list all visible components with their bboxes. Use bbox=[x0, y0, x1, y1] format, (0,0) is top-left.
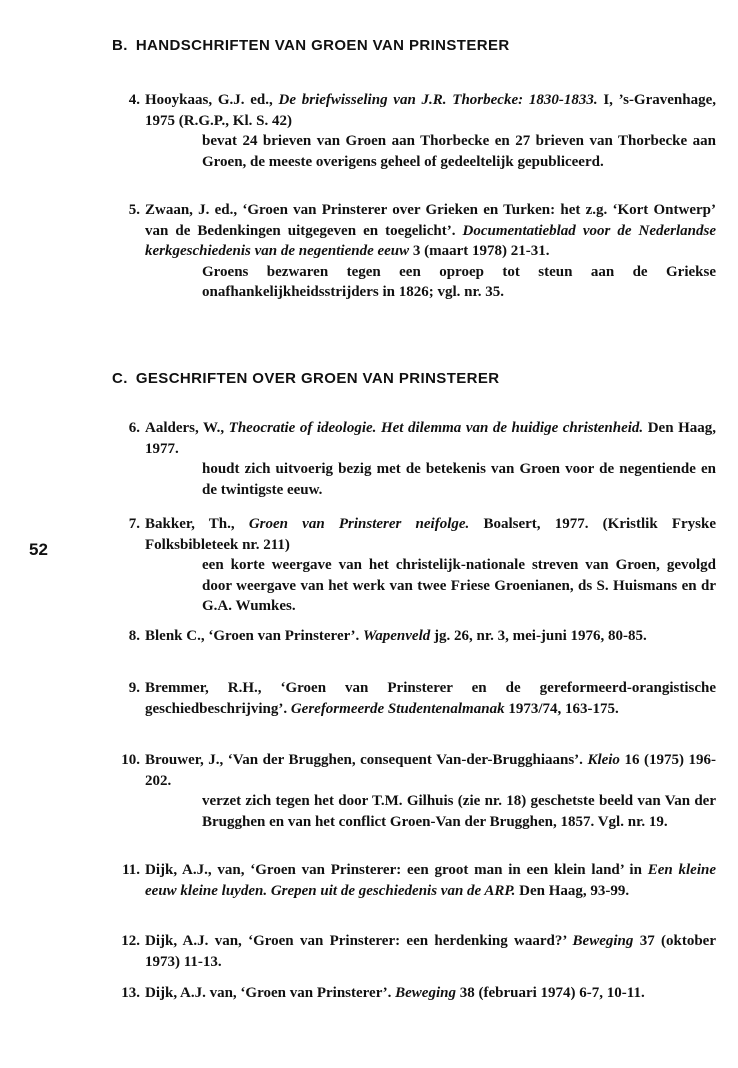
entry-citation-text: jg. 26, nr. 3, mei-juni 1976, 80-85. bbox=[430, 628, 647, 644]
entry-citation-text: Bakker, Th., bbox=[145, 516, 249, 532]
page-number: 52 bbox=[29, 540, 48, 559]
entry-citation-text: Den Haag, 1977. bbox=[145, 420, 716, 457]
entry-citation-text: 3 (maart 1978) 21-31. bbox=[409, 243, 550, 259]
entry-number: 10. bbox=[121, 752, 140, 768]
entry-title: Groen van Prinsterer neifolge. bbox=[248, 516, 470, 532]
entry-citation-text: Boalsert, 1977. (Kristlik Fryske Folksbibleteek nr. 211) bbox=[145, 516, 716, 553]
bibliography-entry-5 bbox=[112, 200, 716, 303]
bibliography-entry-11 bbox=[112, 860, 716, 901]
entry-citation-text: Bremmer, R.H., ‘Groen van Prinsterer en de gereformeerd-orangistische geschiedbeschrijving’. bbox=[145, 680, 716, 717]
entry-annotation: een korte weergave van het christelijk-nationale streven van Groen, gevolgd door weergave van het werk van twee Friese Groenianen, ds S. Huismans en dr G.A. Wumkes. bbox=[202, 557, 716, 614]
entry-number: 13. bbox=[121, 985, 140, 1001]
entry-number: 7. bbox=[128, 516, 140, 532]
section-c-heading bbox=[112, 369, 500, 390]
entry-number: 12. bbox=[121, 933, 140, 949]
entry-number: 8. bbox=[128, 628, 140, 644]
entry-citation-text: 37 (oktober 1973) 11-13. bbox=[145, 933, 716, 970]
entry-citation-text: Brouwer, J., ‘Van der Brugghen, consequent Van-der-Brugghiaans’. bbox=[145, 752, 588, 768]
section-b-title: HANDSCHRIFTEN VAN GROEN VAN PRINSTERER bbox=[135, 37, 510, 54]
entry-title: De briefwisseling van J.R. Thorbecke: 1830-1833. bbox=[278, 92, 598, 108]
bibliography-entry-7 bbox=[112, 514, 716, 617]
entry-annotation: houdt zich uitvoerig bezig met de betekenis van Groen voor de negentiende en de twintigste eeuw. bbox=[202, 461, 716, 498]
section-c-letter: C. bbox=[112, 370, 128, 387]
entry-citation-text: Zwaan, J. ed., ‘Groen van Prinsterer over Grieken en Turken: het z.g. ‘Kort Ontwerp’ van de Bedenkingen uitgegeven en toegelicht’. bbox=[145, 202, 716, 239]
entry-number: 11. bbox=[122, 862, 140, 878]
entry-annotation: Groens bezwaren tegen een oproep tot steun aan de Griekse onafhankelijkheidsstrijders in 1826; vgl. nr. 35. bbox=[202, 263, 716, 300]
entry-citation-text: Dijk, A.J. van, ‘Groen van Prinsterer’. bbox=[145, 985, 396, 1001]
entry-citation bbox=[145, 200, 716, 262]
bibliography-entry-6 bbox=[112, 418, 716, 500]
entry-citation-text: Aalders, W., bbox=[145, 420, 229, 436]
entry-citation bbox=[145, 626, 716, 647]
bibliography-entry-13 bbox=[112, 983, 716, 1004]
bibliography-entry-9 bbox=[112, 678, 716, 719]
entry-citation-text: Hooykaas, G.J. ed., bbox=[145, 92, 279, 108]
entry-title: Een kleine eeuw kleine luyden. Grepen uit de geschiedenis van de ARP. bbox=[145, 862, 716, 899]
entry-title: Beweging bbox=[572, 933, 634, 949]
entry-title: Documentatieblad voor de Nederlandse kerkgeschiedenis van de negentiende eeuw bbox=[145, 222, 716, 259]
entry-citation-text: 16 (1975) 196-202. bbox=[145, 752, 716, 789]
entry-citation bbox=[145, 418, 716, 459]
section-b-heading bbox=[112, 36, 510, 57]
entry-number: 6. bbox=[128, 420, 140, 436]
bibliography-entry-10 bbox=[112, 750, 716, 832]
entry-citation-text: Dijk, A.J., van, ‘Groen van Prinsterer: een groot man in een klein land’ in bbox=[145, 862, 648, 878]
entry-citation bbox=[145, 983, 716, 1004]
entry-citation bbox=[145, 514, 716, 555]
entry-title: Beweging bbox=[395, 985, 456, 1001]
entry-citation-text: Den Haag, 93-99. bbox=[515, 882, 630, 899]
entry-number: 5. bbox=[128, 202, 140, 218]
entry-number: 9. bbox=[128, 680, 140, 696]
section-b-letter: B. bbox=[112, 37, 128, 54]
entry-citation-text: I, ’s-Gravenhage, 1975 (R.G.P., Kl. S. 42) bbox=[145, 92, 717, 129]
entry-citation-text: Dijk, A.J. van, ‘Groen van Prinsterer: een herdenking waard?’ bbox=[145, 933, 573, 949]
entry-title: Theocratie of ideologie. Het dilemma van de huidige christenheid. bbox=[228, 420, 644, 436]
bibliography-entry-4 bbox=[112, 90, 716, 172]
bibliography-entry-8 bbox=[112, 626, 716, 647]
entry-title: Kleio bbox=[587, 752, 620, 768]
entry-number: 4. bbox=[128, 92, 140, 108]
entry-title: Wapenveld bbox=[363, 628, 431, 644]
entry-citation-text: 38 (februari 1974) 6-7, 10-11. bbox=[455, 985, 645, 1001]
entry-annotation: bevat 24 brieven van Groen aan Thorbecke en 27 brieven van Thorbecke aan Groen, de meeste overigens geheel of gedeeltelijk gepubliceerd. bbox=[202, 133, 716, 170]
entry-citation bbox=[145, 860, 716, 901]
bibliography-entry-12 bbox=[112, 931, 716, 972]
entry-citation bbox=[145, 750, 716, 791]
entry-citation-text: 1973/74, 163-175. bbox=[504, 700, 619, 717]
entry-annotation: verzet zich tegen het door T.M. Gilhuis (zie nr. 18) geschetste beeld van Van der Brugghen en van het conflict Groen-Van der Brugghen, 1857. Vgl. nr. 19. bbox=[202, 793, 716, 830]
entry-citation bbox=[145, 931, 716, 972]
entry-title: Gereformeerde Studentenalmanak bbox=[290, 700, 505, 717]
section-c-title: GESCHRIFTEN OVER GROEN VAN PRINSTERER bbox=[135, 370, 500, 387]
entry-citation bbox=[145, 678, 716, 719]
entry-citation-text: Blenk C., ‘Groen van Prinsterer’. bbox=[145, 628, 364, 644]
entry-citation bbox=[145, 90, 716, 131]
